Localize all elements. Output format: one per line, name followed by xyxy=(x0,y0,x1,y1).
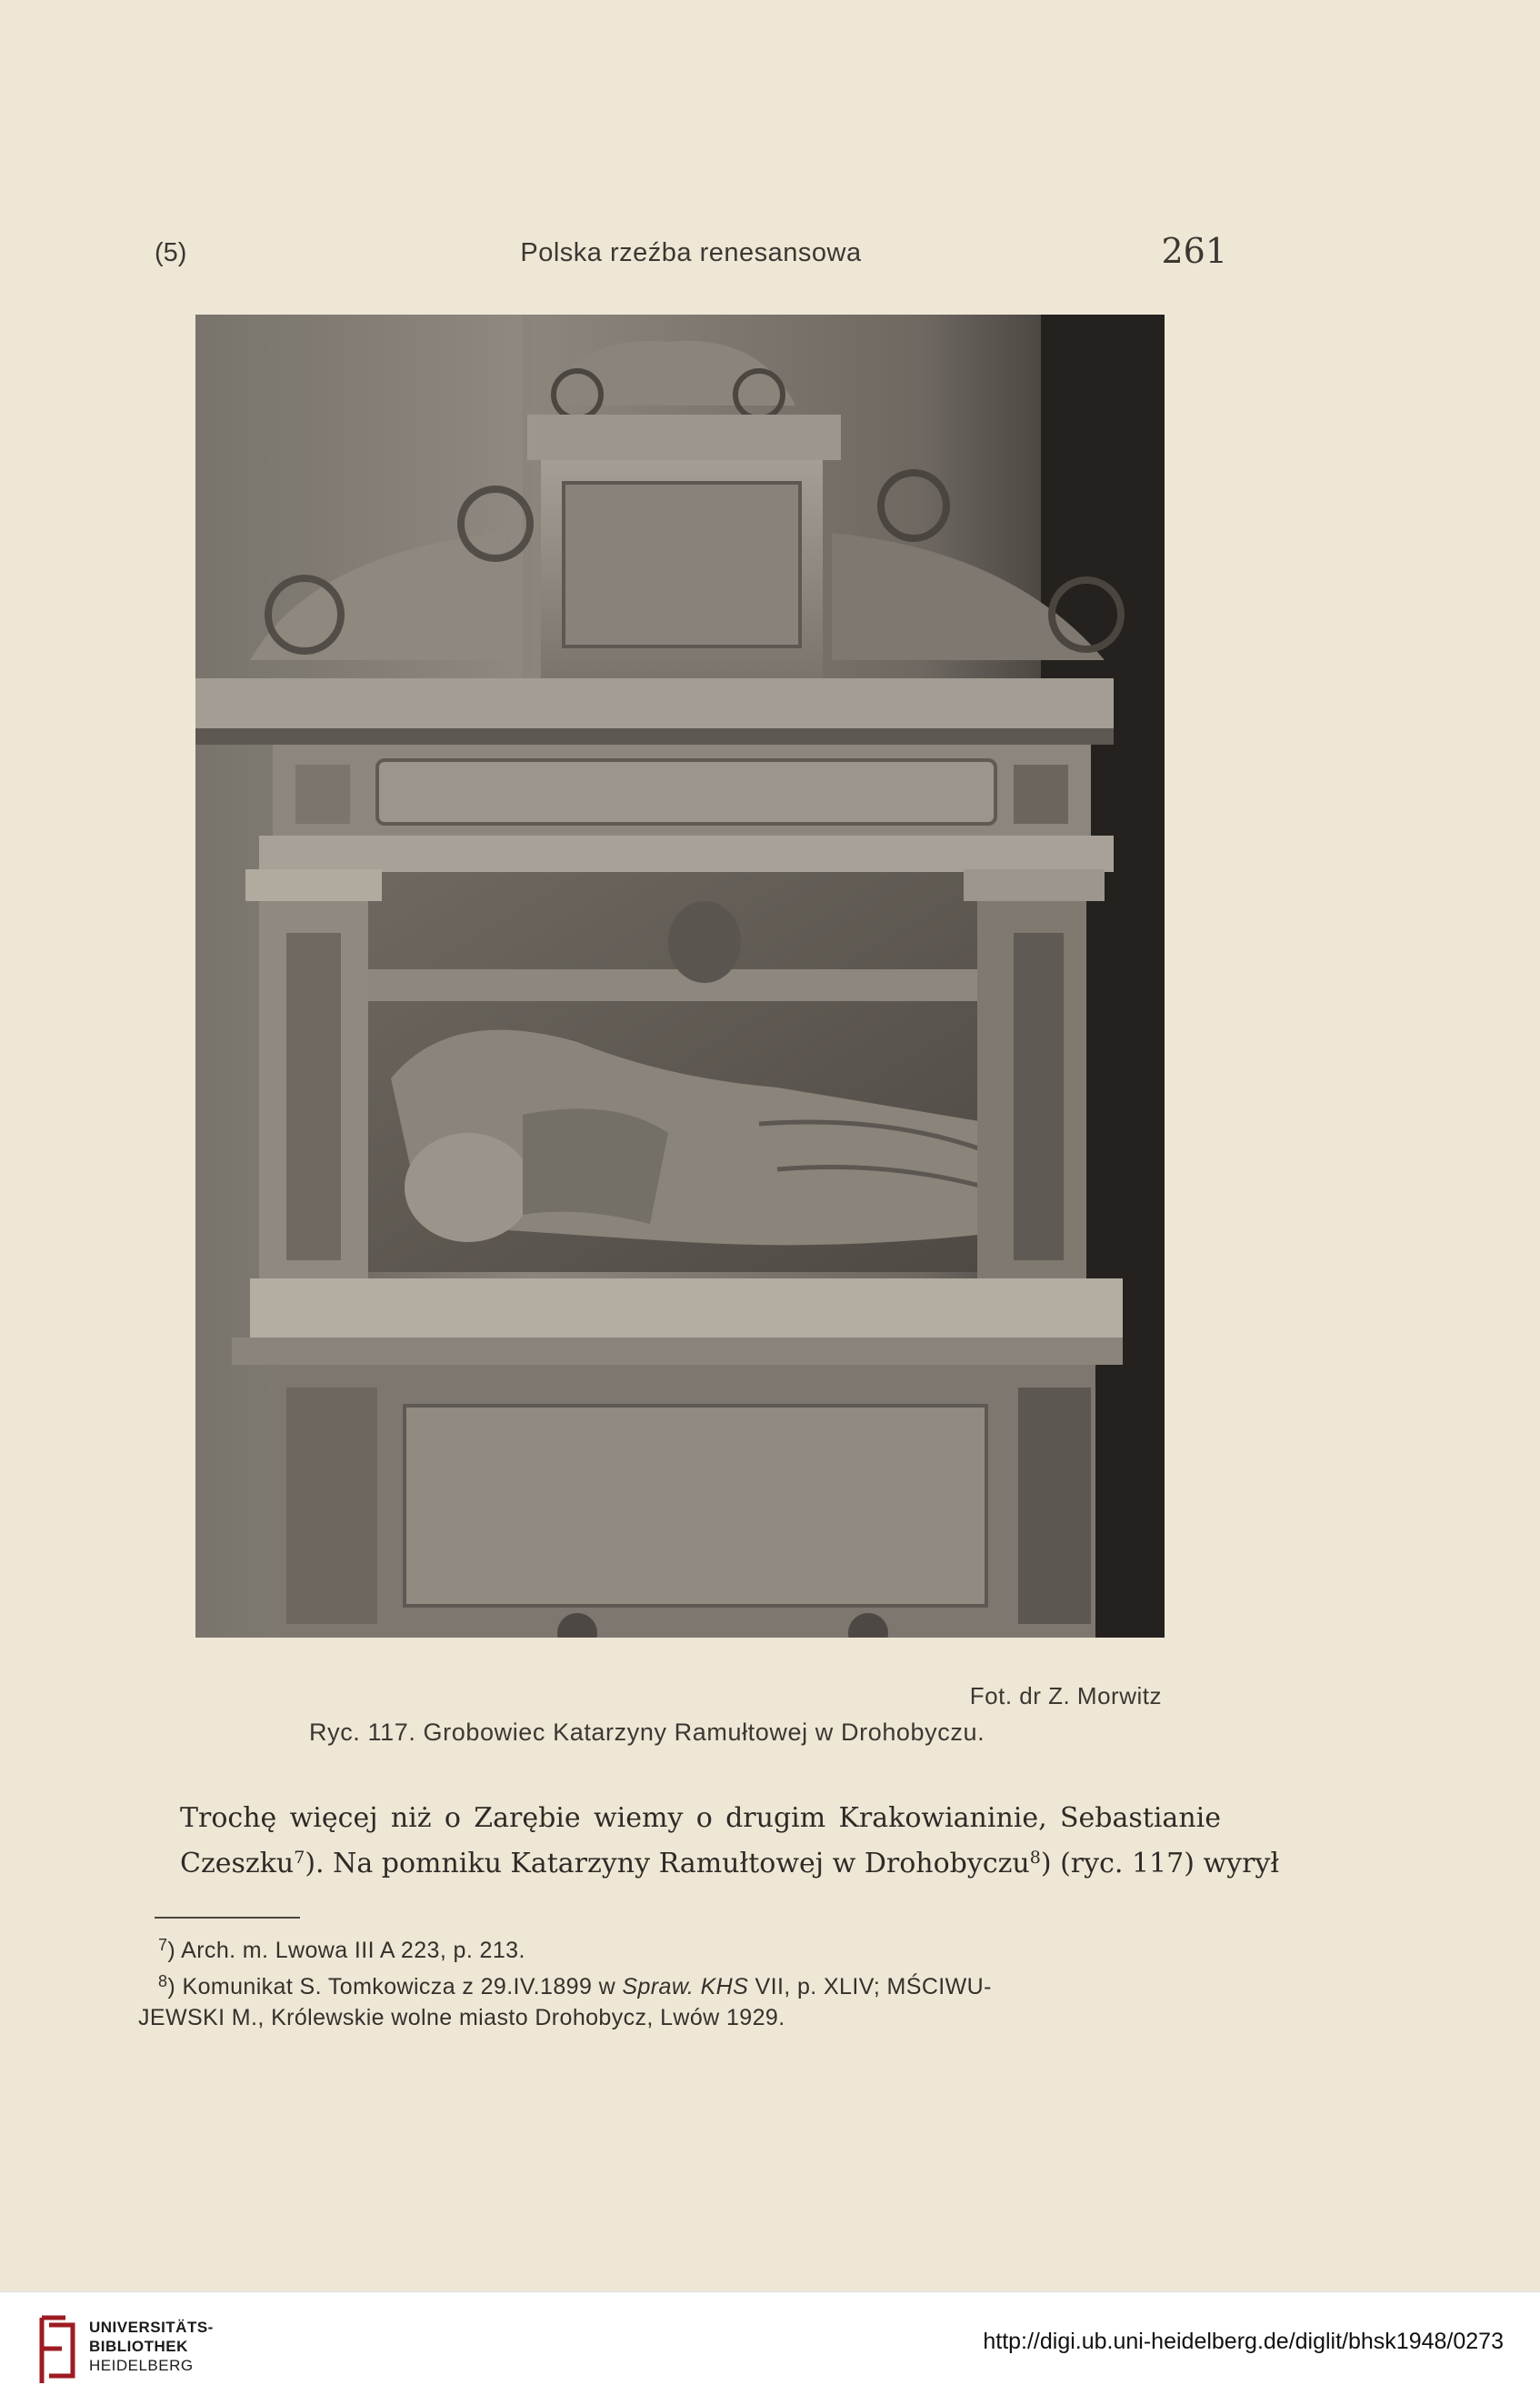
permalink-url[interactable]: http://digi.ub.uni-heidelberg.de/diglit/bhsk1948/0273 xyxy=(983,2329,1504,2354)
photo-credit: Fot. dr Z. Morwitz xyxy=(969,1682,1162,1709)
body-text-run: ) (ryc. 117) wyrył xyxy=(1040,1848,1280,1879)
footnote-mark: 8 xyxy=(158,1972,168,1990)
figure-caption: Ryc. 117. Grobowiec Katarzyny Ramułtowej w Drohobyczu. xyxy=(309,1719,985,1746)
library-logo-icon xyxy=(35,2312,80,2389)
institution-line-3: HEIDELBERG xyxy=(89,2357,194,2374)
footnote-text: ) Komunikat S. Tomkowicza z 29.IV.1899 w xyxy=(167,1974,623,1999)
body-line-1: Trochę więcej niż o Zarębie wiemy o drugim Krakowianinie, Sebastianie xyxy=(180,1802,1221,1834)
running-head xyxy=(155,231,1227,271)
section-number: (5) xyxy=(155,238,187,267)
institution-line-1: UNIVERSITÄTS- xyxy=(89,2319,214,2336)
footnote-rule xyxy=(155,1917,300,1919)
running-title: Polska rzeźba renesansowa xyxy=(520,238,862,267)
body-line-2 xyxy=(180,1841,1280,1887)
body-paragraph xyxy=(180,1796,1280,1887)
tomb-photograph xyxy=(195,315,1165,1638)
institution-name xyxy=(89,2318,214,2375)
footnote-8 xyxy=(138,1966,1220,2002)
footnote-ref-8: 8 xyxy=(1029,1848,1041,1868)
footnote-mark: 7 xyxy=(158,1936,168,1954)
footnote-8-cont: JEWSKI M., Królewskie wolne miasto Drohobycz, Lwów 1929. xyxy=(138,2005,785,2030)
body-text-run: ). Na pomniku Katarzyny Ramułtowej w Drohobyczu xyxy=(305,1848,1030,1879)
footnote-italic: Spraw. KHS xyxy=(622,1974,749,1999)
footnote-ref-7: 7 xyxy=(294,1848,305,1868)
footnote-text: VII, p. XLIV; MŚCIWU- xyxy=(748,1974,992,1999)
footnote-7 xyxy=(138,1929,1220,1966)
body-text-run: Czeszku xyxy=(180,1848,295,1879)
footnote-text: ) Arch. m. Lwowa III A 223, p. 213. xyxy=(167,1938,525,1963)
institution-line-2: BIBLIOTHEK xyxy=(89,2338,188,2355)
footnotes xyxy=(138,1929,1220,2033)
viewer-footer xyxy=(0,2291,1540,2405)
page-number: 261 xyxy=(1161,231,1227,271)
